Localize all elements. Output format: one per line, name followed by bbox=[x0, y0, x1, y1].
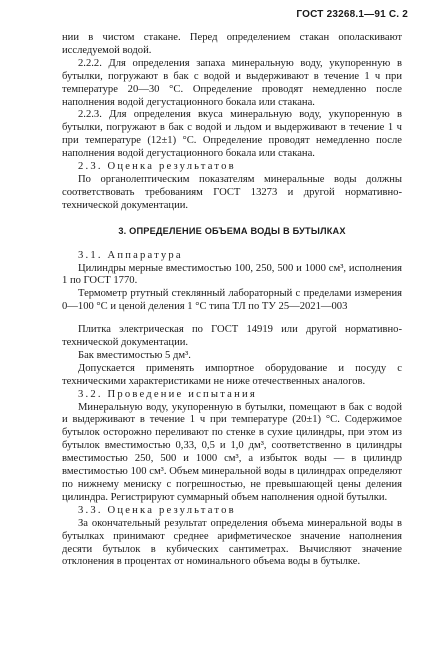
paragraph: Допускается применять импортное оборудование и посуду с техническими характеристиками не ниже отечественных аналогов. bbox=[62, 362, 402, 387]
document-body bbox=[62, 32, 402, 569]
paragraph: 2.2.2. Для определения запаха минеральную воду, укупоренную в бутылки, погружают в бак с водой и выдерживают в течение 1 ч при температуре 20—30 °С. Определение проводят немедленно после наполнения водой дегустационного бокала или стакана. bbox=[62, 57, 402, 108]
subsection-heading: 3.1. Аппаратура bbox=[78, 249, 183, 261]
subsection-heading: 3.2. Проведение испытания bbox=[78, 388, 257, 400]
subsection-heading: 3.3. Оценка результатов bbox=[78, 504, 236, 516]
section-heading: 3. ОПРЕДЕЛЕНИЕ ОБЪЕМА ВОДЫ В БУТЫЛКАХ bbox=[118, 225, 346, 236]
subsection-heading: 2.3. Оценка результатов bbox=[78, 161, 236, 173]
paragraph: Бак вместимостью 5 дм³. bbox=[78, 349, 191, 361]
paragraph: 2.2.3. Для определения вкуса минеральную воду, укупоренную в бутылки, погружают в бак с водой и льдом и выдерживают в течение 1 ч при температуре (12±1) °С. Определение проводят немедленно после наполнения водой дегустационного бокала или стакана. bbox=[62, 109, 402, 160]
paragraph: По органолептическим показателям минеральные воды должны соответствовать требованиям ГОСТ 13273 и другой нормативно-технической документации. bbox=[62, 173, 402, 211]
page-header: ГОСТ 23268.1—91 С. 2 bbox=[296, 9, 408, 20]
paragraph: Плитка электрическая по ГОСТ 14919 или другой нормативно-технической документации. bbox=[62, 324, 402, 349]
paragraph: Цилиндры мерные вместимостью 100, 250, 500 и 1000 см³, исполнения 1 по ГОСТ 1770. bbox=[62, 262, 402, 287]
paragraph: Минеральную воду, укупоренную в бутылки, помещают в бак с водой и выдерживают в течение 1 ч при температуре (20±1) °С. Содержимое бутылок осторожно переливают по стенке в сухие цилиндры, при этом из бутылок вместимостью 0,33, 0,5 и 1,0 дм³, соответственно в цилиндры вместимостью 250, 500 и 1000 см³, а избыток воды — в цилиндр вместимостью 100 см³. Объем минеральной воды в цилиндрах определяют по нижнему мениску с погрешностью, не превышающей цены деления цилиндра. Регистрируют суммарный объем наполнения одной бутылки. bbox=[62, 401, 402, 503]
paragraph: За окончательный результат определения объема минеральной воды в бутылках принимают среднее арифметическое значение наполнения десяти бутылок в кубических сантиметрах. Вычисляют значение отклонения в процентах от номинального объема воды в бутылке. bbox=[62, 517, 402, 568]
paragraph: нии в чистом стакане. Перед определением стакан ополаскивают исследуемой водой. bbox=[62, 32, 402, 56]
paragraph: Термометр ртутный стеклянный лабораторный с пределами измерения 0—100 °С и ценой деления 1 °С типа ТЛ по ТУ 25—2021—003 bbox=[62, 288, 402, 313]
